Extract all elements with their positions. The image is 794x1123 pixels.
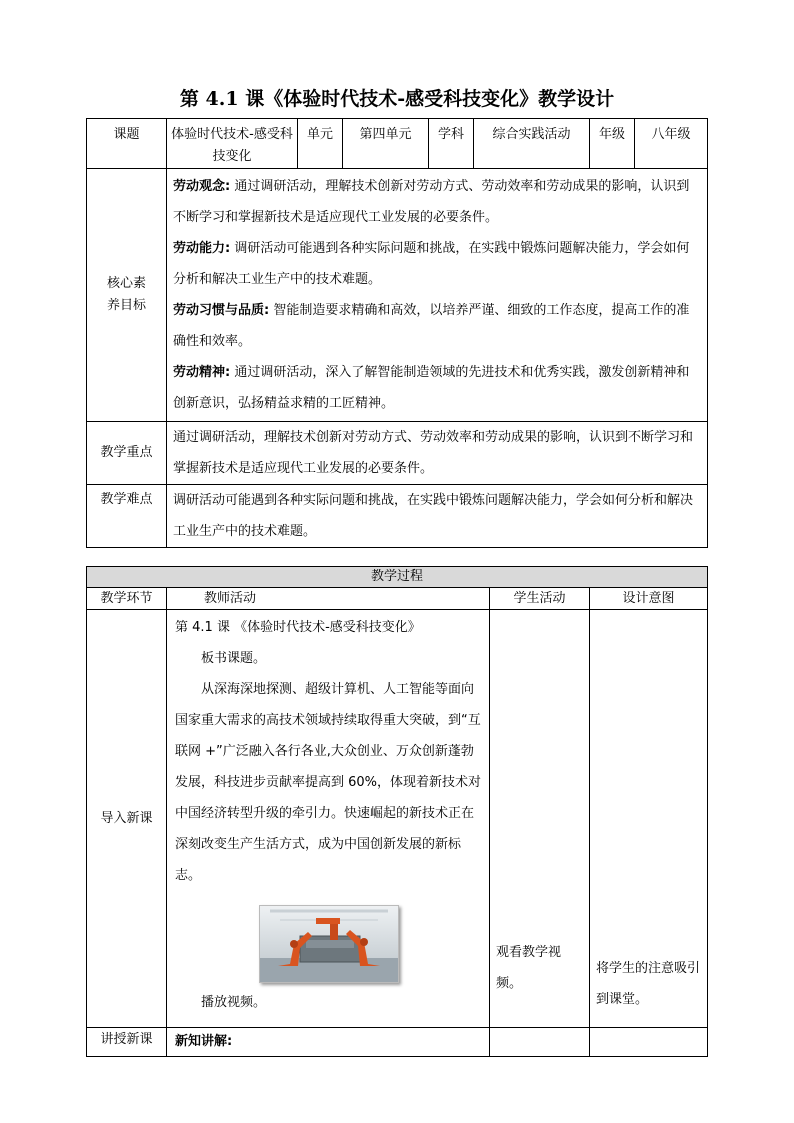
core-item-text: 通过调研活动，深入了解智能制造领域的先进技术和优秀实践，激发创新精神和创新意识，弘扬精益求精的工匠精神。 bbox=[173, 365, 690, 411]
core-item-label: 劳动观念: bbox=[173, 179, 231, 194]
col-teacher: 教师活动 bbox=[167, 588, 490, 610]
process-table bbox=[86, 566, 708, 1057]
core-item-text: 通过调研活动，理解技术创新对劳动方式、劳动效率和劳动成果的影响，认识到不断学习和掌握新技术是适应现代工业发展的必要条件。 bbox=[173, 179, 690, 225]
process-col-row bbox=[87, 588, 708, 610]
grade-value: 八年级 bbox=[635, 119, 708, 169]
grade-label: 年级 bbox=[590, 119, 635, 169]
subject-label: 学科 bbox=[429, 119, 474, 169]
col-intent: 设计意图 bbox=[590, 588, 708, 610]
process-row-intro bbox=[87, 610, 708, 1028]
play-video-line: 播放视频。 bbox=[201, 995, 267, 1010]
core-content bbox=[167, 169, 708, 422]
core-item bbox=[173, 233, 701, 295]
core-item-label: 劳动精神: bbox=[173, 365, 231, 380]
core-item bbox=[173, 295, 701, 357]
student-activity-intro: 观看教学视频。 bbox=[490, 610, 590, 1028]
core-item bbox=[173, 357, 701, 419]
stage-intro: 导入新课 bbox=[87, 610, 167, 1028]
core-item-label: 劳动能力: bbox=[173, 241, 231, 256]
col-stage: 教学环节 bbox=[87, 588, 167, 610]
core-item-text: 调研活动可能遇到各种实际问题和挑战，在实践中锻炼问题解决能力，学会如何分析和解决工业生产中的技术难题。 bbox=[173, 241, 690, 287]
key-point-text: 通过调研活动，理解技术创新对劳动方式、劳动效率和劳动成果的影响，认识到不断学习和掌握新技术是适应现代工业发展的必要条件。 bbox=[167, 422, 708, 485]
core-item bbox=[173, 171, 701, 233]
difficulty-row bbox=[87, 485, 708, 548]
design-intent-teach bbox=[590, 1028, 708, 1057]
core-item-label: 劳动习惯与品质: bbox=[173, 303, 270, 318]
core-label: 核心素养目标 bbox=[87, 169, 167, 422]
teacher-activity-teach: 新知讲解: bbox=[167, 1028, 490, 1057]
student-activity-teach bbox=[490, 1028, 590, 1057]
board-title-line: 板书课题。 bbox=[201, 651, 267, 666]
process-row-teach bbox=[87, 1028, 708, 1057]
process-header: 教学过程 bbox=[87, 567, 708, 588]
process-header-row bbox=[87, 567, 708, 588]
subject-value: 综合实践活动 bbox=[474, 119, 590, 169]
core-row bbox=[87, 169, 708, 422]
difficulty-text: 调研活动可能遇到各种实际问题和挑战，在实践中锻炼问题解决能力，学会如何分析和解决工业生产中的技术难题。 bbox=[167, 485, 708, 548]
course-label: 课题 bbox=[87, 119, 167, 169]
core-item-text: 智能制造要求精确和高效，以培养严谨、细致的工作态度，提高工作的准确性和效率。 bbox=[173, 303, 690, 349]
design-intent-intro: 将学生的注意吸引到课堂。 bbox=[590, 610, 708, 1028]
col-student: 学生活动 bbox=[490, 588, 590, 610]
factory-robot-image bbox=[259, 905, 399, 983]
stage-teach: 讲授新课 bbox=[87, 1028, 167, 1057]
lesson-title-line: 第 4.1 课 《体验时代技术-感受科技变化》 bbox=[175, 620, 421, 635]
unit-value: 第四单元 bbox=[343, 119, 429, 169]
teacher-activity-intro bbox=[167, 610, 490, 1028]
unit-label: 单元 bbox=[298, 119, 343, 169]
page-title: 第 4.1 课《体验时代技术-感受科技变化》教学设计 bbox=[179, 88, 615, 110]
course-value: 体验时代技术-感受科技变化 bbox=[167, 119, 298, 169]
intro-paragraph: 从深海深地探测、超级计算机、人工智能等面向国家重大需求的高技术领域持续取得重大突破，到“互联网 +”广泛融入各行各业,大众创业、万众创新蓬勃发展，科技进步贡献率提高到 60%，体现着新技术对中国经济转型升级的牵引力。快速崛起的新技术正在深刻改变生产生活方式，成为中国创新发展的新标志。 bbox=[175, 682, 482, 883]
key-point-row bbox=[87, 422, 708, 485]
course-row bbox=[87, 119, 708, 169]
difficulty-label: 教学难点 bbox=[87, 485, 167, 548]
info-table bbox=[86, 118, 708, 548]
key-point-label: 教学重点 bbox=[87, 422, 167, 485]
